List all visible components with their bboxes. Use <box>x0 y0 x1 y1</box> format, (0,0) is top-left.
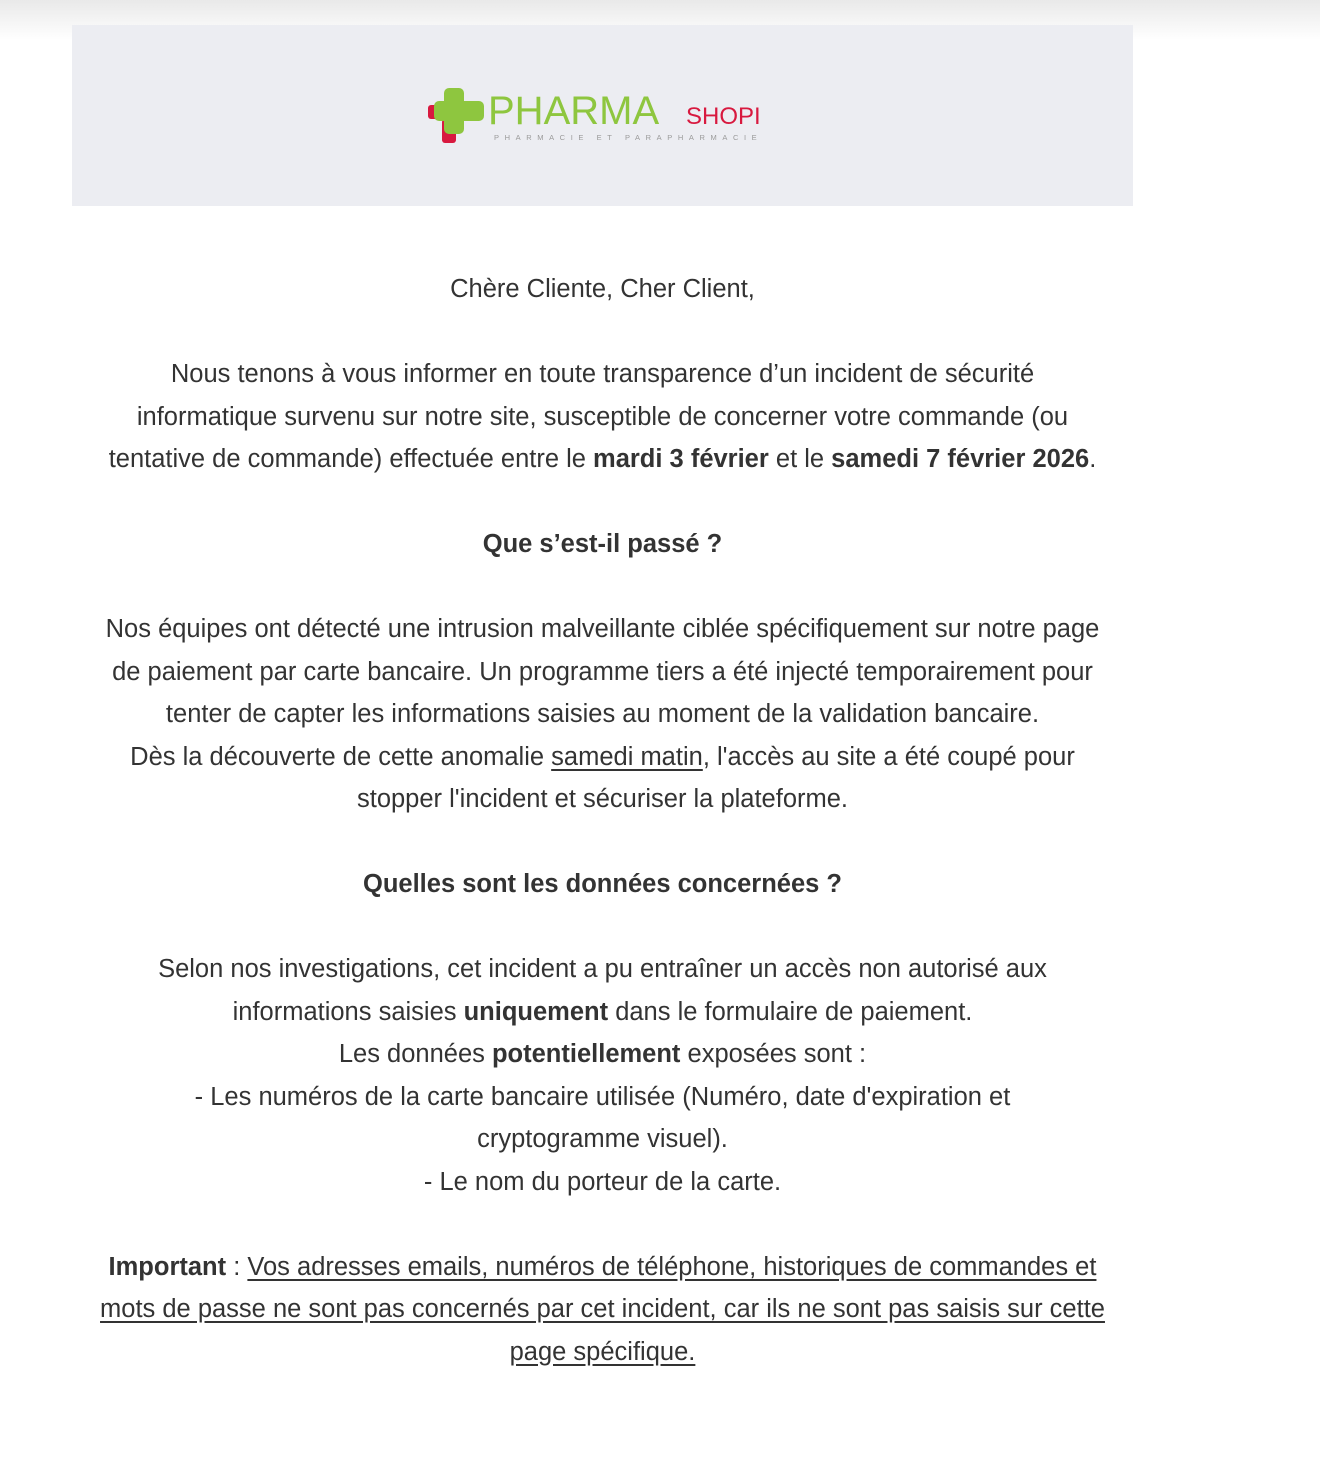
investigation-paragraph <box>72 948 1133 1033</box>
spacer <box>72 906 1133 949</box>
discovery-text-pre: Dès la découverte de cette anomalie <box>130 742 552 771</box>
important-label: Important <box>108 1252 227 1281</box>
spacer <box>72 481 1133 524</box>
investigation-text-post: dans le formulaire de paiement. <box>608 997 973 1026</box>
logo-text-shopi: SHOPI <box>686 103 761 130</box>
section-heading-what-happened <box>72 523 1133 566</box>
discovery-paragraph <box>72 736 1133 821</box>
important-separator: : <box>226 1252 248 1281</box>
spacer <box>72 566 1133 609</box>
exposed-text-post: exposées sont : <box>680 1040 867 1068</box>
spacer <box>72 1203 1133 1246</box>
pharmacy-cross-icon <box>428 88 484 143</box>
exposed-item-cardholder-name: - Le nom du porteur de la carte. <box>423 1167 782 1196</box>
intro-paragraph <box>72 353 1133 481</box>
pharmashopi-logo[interactable] <box>424 86 794 150</box>
intro-text-3: . <box>1089 445 1097 473</box>
logo-tagline: PHARMACIE ET PARAPHARMACIE <box>494 133 763 142</box>
section-heading-what-happened-text: Que s’est-il passé ? <box>482 530 723 558</box>
pharmashopi-logo-graphic <box>424 86 794 150</box>
intro-date-end: samedi 7 février 2026 <box>831 445 1090 473</box>
spacer <box>72 311 1133 354</box>
intro-text-1: Nous tenons à vous informer en toute transparence d’un incident de sécurité informatique survenu sur notre site, susceptible de concerner votre commande (ou tentative de commande) effectuée entre le <box>108 360 1069 473</box>
important-link[interactable]: Vos adresses emails, numéros de téléphone, historiques de commandes et mots de passe ne sont pas concernés par cet incident, car ils ne sont pas saisis sur cette page spécifique. <box>100 1252 1105 1366</box>
exposed-data-intro <box>72 1033 1133 1076</box>
important-notice <box>72 1246 1133 1374</box>
samedi-matin-link[interactable]: samedi matin <box>551 742 703 771</box>
spacer <box>72 821 1133 864</box>
what-happened-paragraph: Nos équipes ont détecté une intrusion malveillante ciblée spécifiquement sur notre page de paiement par carte bancaire. Un programme tiers a été injecté temporairement pour tenter de capter les informations saisies au moment de la validation bancaire. <box>105 615 1100 728</box>
exposed-text-pre: Les données <box>338 1040 492 1068</box>
investigation-text-pre: Selon nos investigations, cet incident a pu entraîner un accès non autorisé aux informations saisies <box>158 955 1047 1026</box>
discovery-text-post: , l'accès au site a été coupé pour stopper l'incident et sécuriser la plateforme. <box>356 742 1075 813</box>
greeting: Chère Cliente, Cher Client, <box>450 275 755 303</box>
section-heading-data-concerned <box>72 863 1133 906</box>
logo-text-pharma: PHARMA <box>488 89 660 133</box>
exposed-bold: potentiellement <box>491 1040 681 1068</box>
section-heading-data-concerned-text: Quelles sont les données concernées ? <box>363 870 842 898</box>
investigation-bold: uniquement <box>463 997 609 1026</box>
intro-text-2: et le <box>768 445 832 473</box>
email-body <box>72 268 1133 1373</box>
exposed-item-card-numbers: - Les numéros de la carte bancaire utilisée (Numéro, date d'expiration et cryptogramme visuel). <box>194 1082 1011 1153</box>
intro-date-start: mardi 3 février <box>593 445 769 473</box>
